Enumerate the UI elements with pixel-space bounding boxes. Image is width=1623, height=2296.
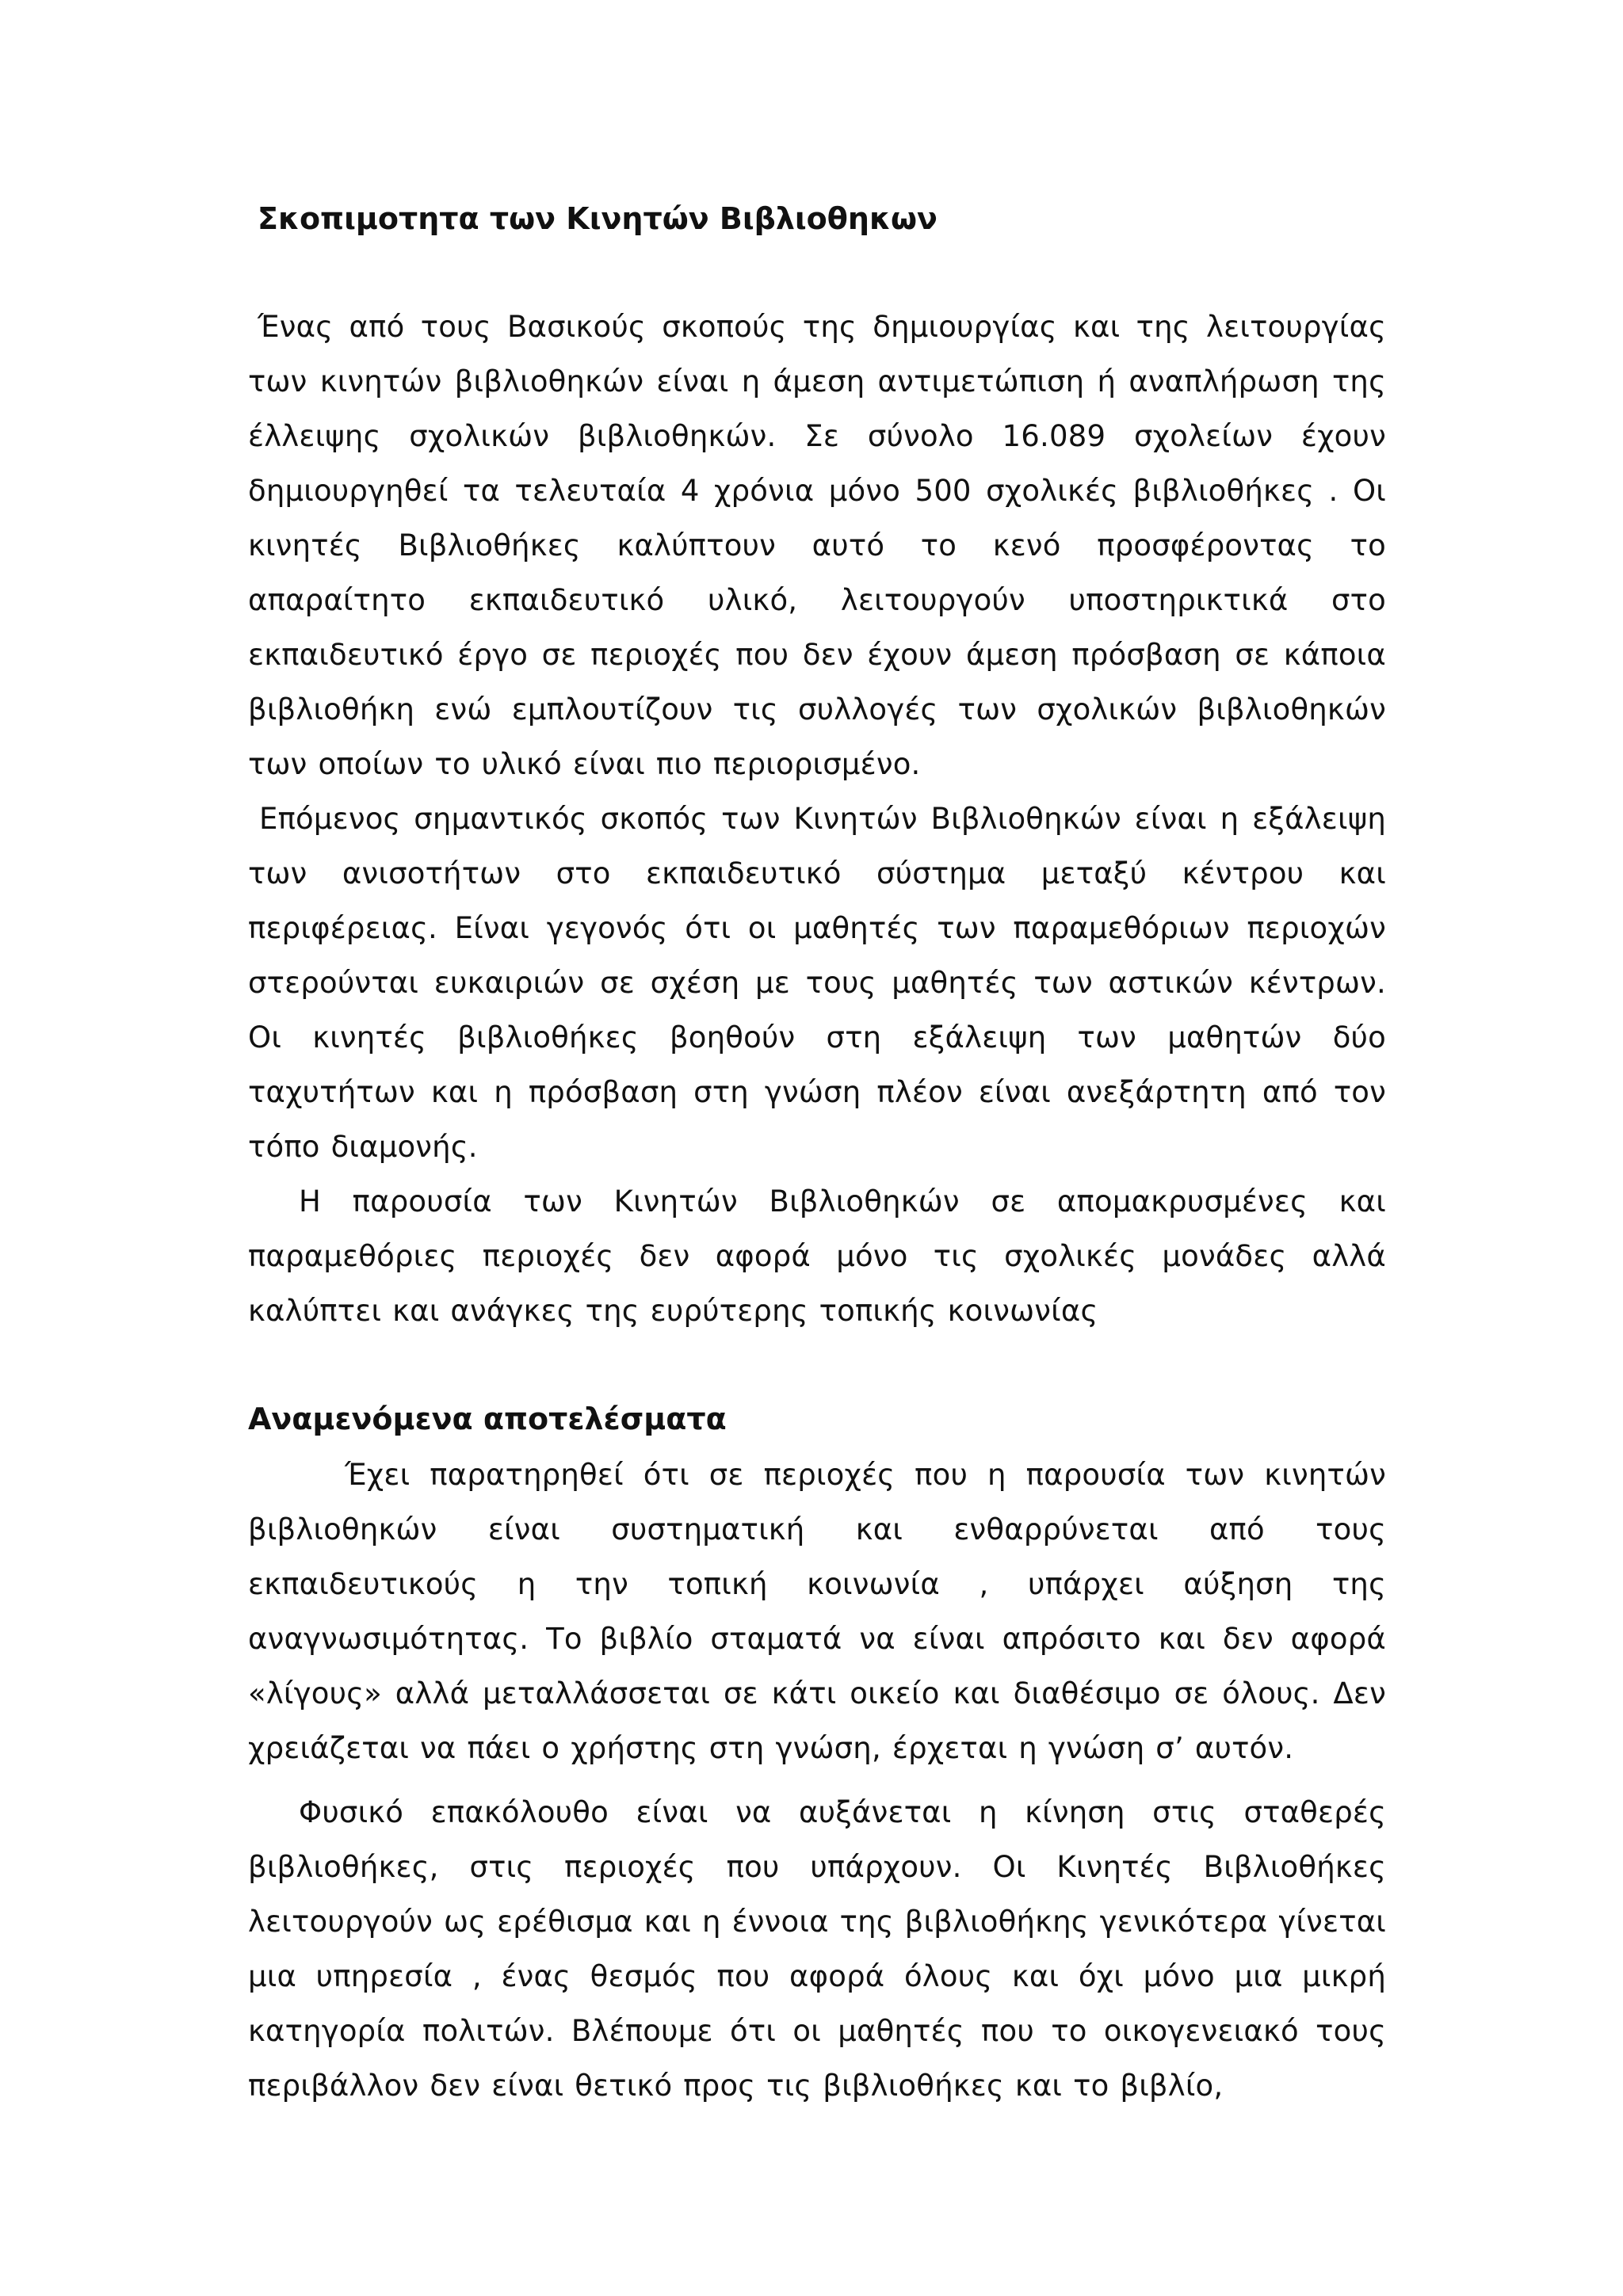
document-body bbox=[248, 190, 1386, 2113]
section-title-expected-results: Αναμενόμενα αποτελέσματα bbox=[248, 1402, 727, 1436]
paragraph-results-2: Φυσικό επακόλουθο είναι να αυξάνεται η κίνηση στις σταθερές βιβλιοθήκες, στις περιοχές που υπάρχουν. Οι Κινητές Βιβλιοθήκες λειτουργούν ως ερέθισμα και η έννοια της βιβλιοθήκης γενικότερα γίνεται μια υπηρεσία , ένας θεσμός που αφορά όλους και όχι μόνο μια μικρή κατηγορία πολιτών. Βλέπουμε ότι οι μαθητές που το οικογενειακό τους περιβάλλον δεν είναι θετικό προς τις βιβλιοθήκες και το βιβλίο, bbox=[248, 1795, 1386, 2103]
section-title-purpose: Σκοπιμοτητα των Κινητών Βιβλιοθηκων bbox=[258, 201, 938, 236]
spacer bbox=[248, 1775, 1386, 1785]
spacer bbox=[248, 1338, 1386, 1390]
paragraph-purpose-1: Ένας από τους Βασικούς σκοπούς της δημιουργίας και της λειτουργίας των κινητών βιβλιοθηκών είναι η άμεση αντιμετώπιση ή αναπλήρωση της έλλειψης σχολικών βιβλιοθηκών. Σε σύνολο 16.089 σχολείων έχουν δημιουργηθεί τα τελευταία 4 χρόνια μόνο 500 σχολικές βιβλιοθήκες . Οι κινητές Βιβλιοθήκες καλύπτουν αυτό το κενό προσφέροντας το απαραίτητο εκπαιδευτικό υλικό, λειτουργούν υποστηρικτικά στο εκπαιδευτικό έργο σε περιοχές που δεν έχουν άμεση πρόσβαση σε κάποια βιβλιοθήκη ενώ εμπλουτίζουν τις συλλογές των σχολικών βιβλιοθηκών των οποίων το υλικό είναι πιο περιορισμένο. bbox=[248, 310, 1386, 781]
paragraph-results-1: Έχει παρατηρηθεί ότι σε περιοχές που η παρουσία των κινητών βιβλιοθηκών είναι συστηματική και ενθαρρύνεται από τους εκπαιδευτικούς η την τοπική κοινωνία , υπάρχει αύξηση της αναγνωσιμότητας. Το βιβλίο σταματά να είναι απρόσιτο και δεν αφορά «λίγους» αλλά μεταλλάσσεται σε κάτι οικείο και διαθέσιμο σε όλους. Δεν χρειάζεται να πάει ο χρήστης στη γνώση, έρχεται η γνώση σ’ αυτόν. bbox=[248, 1458, 1386, 1765]
paragraph-purpose-3: Η παρουσία των Κινητών Βιβλιοθηκών σε απομακρυσμένες και παραμεθόριες περιοχές δεν αφορά μόνο τις σχολικές μονάδες αλλά καλύπτει και ανάγκες της ευρύτερης τοπικής κοινωνίας bbox=[248, 1184, 1386, 1328]
spacer bbox=[248, 247, 1386, 299]
paragraph-purpose-2: Επόμενος σημαντικός σκοπός των Κινητών Βιβλιοθηκών είναι η εξάλειψη των ανισοτήτων στο εκπαιδευτικό σύστημα μεταξύ κέντρου και περιφέρειας. Είναι γεγονός ότι οι μαθητές των παραμεθόριων περιοχών στερούνται ευκαιριών σε σχέση με τους μαθητές των αστικών κέντρων. Οι κινητές βιβλιοθήκες βοηθούν στη εξάλειψη των μαθητών δύο ταχυτήτων και η πρόσβαση στη γνώση πλέον είναι ανεξάρτητη από τον τόπο διαμονής. bbox=[248, 802, 1386, 1164]
